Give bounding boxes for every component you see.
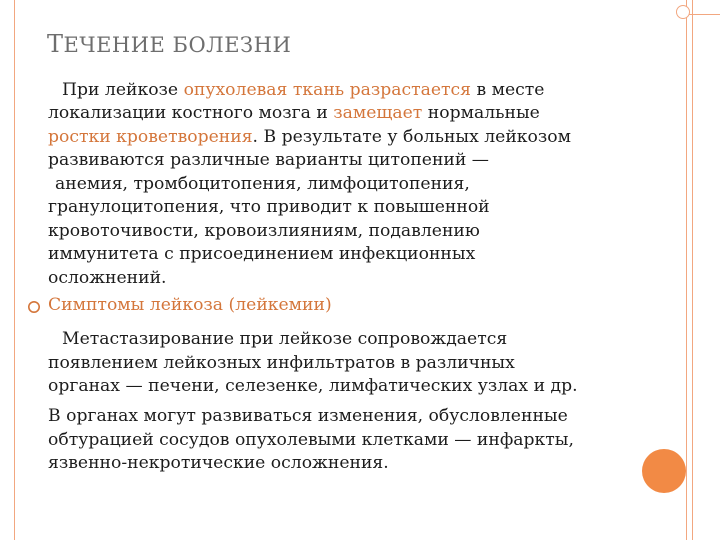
para1-line9: осложнений. [48,268,167,288]
frame-line-top [686,14,720,15]
para3-line2: обтурацией сосудов опухолевыми клетками — инфаркты, [48,430,574,450]
para1-line2: локализации костного мозга и замещает нормальные [48,103,540,123]
para1-line5: анемия, тромбоцитопения, лимфоцитопения, [55,174,470,194]
para1-line7: кровоточивости, кровоизлияниям, подавлению [48,221,480,241]
para1-line3: ростки кроветворения. В результате у больных лейкозом [48,127,571,147]
para2-line2: появлением лейкозных инфильтратов в различных [48,353,515,373]
para2-line1: Метастазирование при лейкозе сопровождается [62,329,508,349]
circle-outline-icon [27,300,41,314]
para1-line6: гранулоцитопения, что приводит к повышенной [48,197,490,217]
frame-line-right-1 [686,0,687,540]
para1-line8: иммунитета с присоединением инфекционных [48,244,476,264]
frame-line-left [14,0,15,540]
para1-line4: развиваются различные варианты цитопений — [48,150,489,170]
decor-circle-bottom [642,449,686,493]
bullet-heading: Симптомы лейкоза (лейкемии) [48,295,332,315]
para3-line3: язвенно-некротические осложнения. [48,453,389,473]
slide-title: ТЕЧЕНИЕ БОЛЕЗНИ [47,30,292,58]
para3-line1: В органах могут развиваться изменения, обусловленные [48,406,568,426]
frame-line-right-2 [692,0,693,540]
para1-line1: При лейкозе опухолевая ткань разрастается в месте [62,80,545,100]
para2-line3: органах — печени, селезенке, лимфатических узлах и др. [48,376,578,396]
decor-circle-top [676,5,690,19]
